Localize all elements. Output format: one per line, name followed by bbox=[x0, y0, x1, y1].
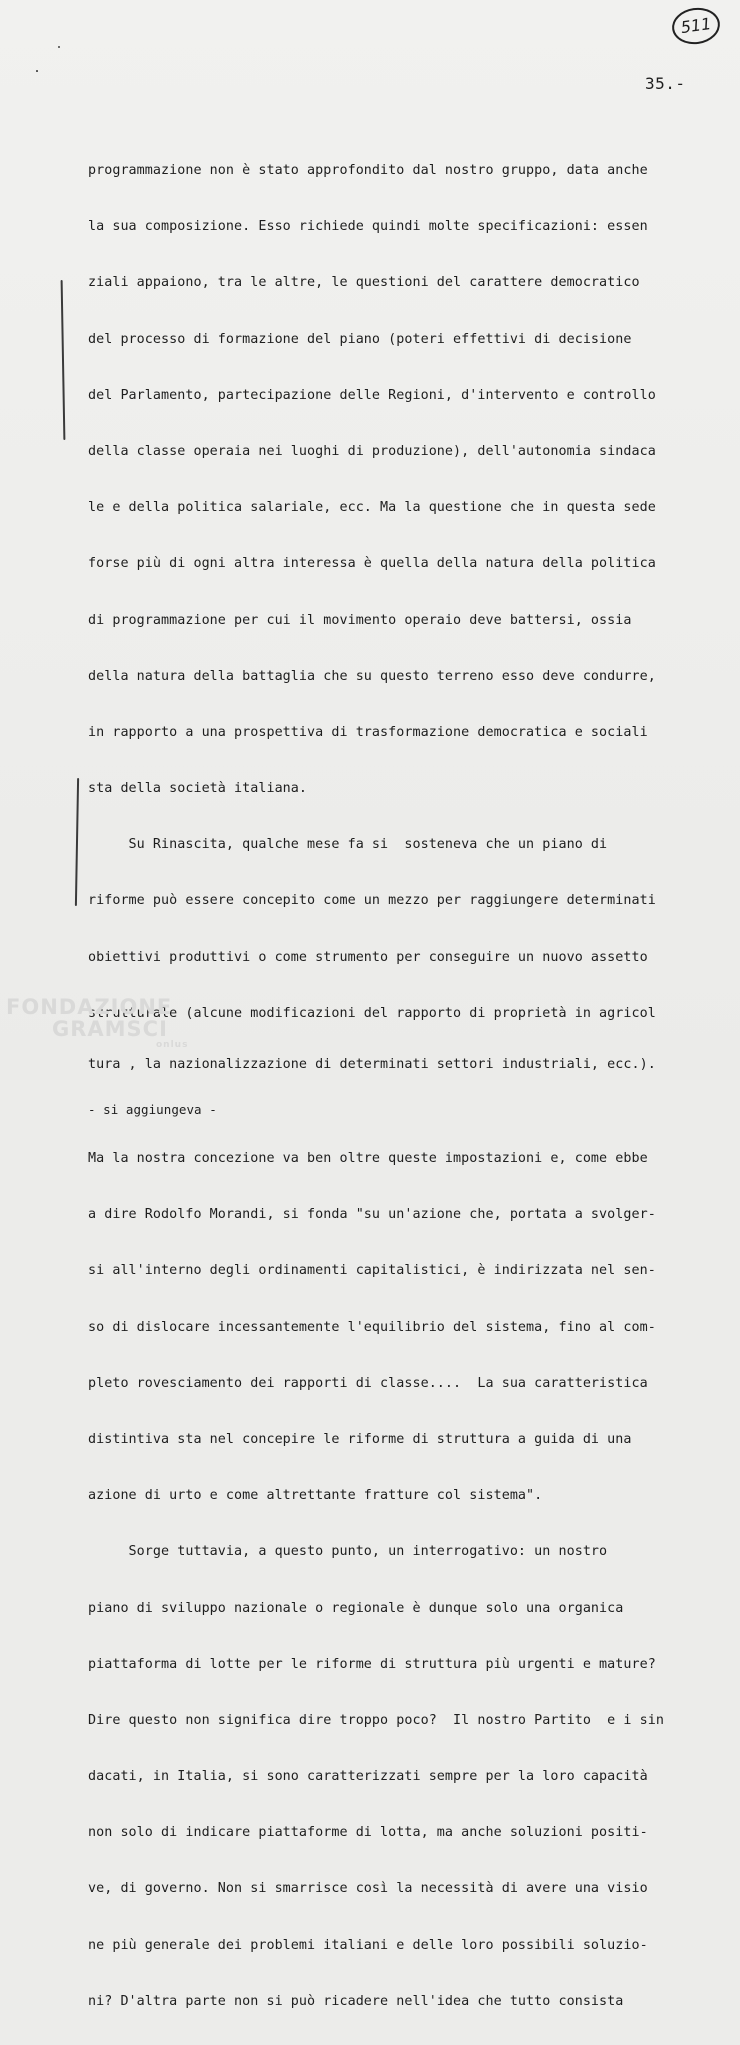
text-line: si all'interno degli ordinamenti capitalistici, è indirizzata nel sen- bbox=[88, 1263, 656, 1279]
text-line: dacati, in Italia, si sono caratterizzati sempre per la loro capacità bbox=[88, 1769, 648, 1785]
text-line: riforme può essere concepito come un mezzo per raggiungere determinati bbox=[88, 893, 656, 909]
page-number: 35.- bbox=[645, 74, 686, 93]
text-line: obiettivi produttivi o come strumento per conseguire un nuovo assetto bbox=[88, 949, 648, 965]
text-line: Sorge tuttavia, a questo punto, un interrogativo: un nostro bbox=[88, 1544, 608, 1560]
text-line: sta della società italiana. bbox=[88, 781, 308, 797]
text-line: piattaforma di lotte per le riforme di struttura più urgenti e mature? bbox=[88, 1656, 656, 1672]
text-line: azione di urto e come altrettante fratture col sistema". bbox=[88, 1488, 543, 1504]
watermark-line-2: GRAMSCI bbox=[52, 1017, 168, 1041]
text-line: Dire questo non significa dire troppo poco? Il nostro Partito e i sin bbox=[88, 1712, 664, 1728]
text-line: tura , la nazionalizzazione di determinati settori industriali, ecc.). bbox=[88, 1057, 656, 1072]
ink-speck bbox=[58, 46, 60, 48]
typewritten-body bbox=[88, 128, 728, 2045]
text-line: Su Rinascita, qualche mese fa si sosteneva che un piano di bbox=[88, 837, 608, 853]
text-line: in rapporto a una prospettiva di trasformazione democratica e sociali bbox=[88, 724, 648, 740]
margin-pencil-mark bbox=[61, 280, 65, 440]
text-line: ziali appaiono, tra le altre, le questioni del carattere democratico bbox=[88, 275, 640, 291]
inserted-text-line: - si aggiungeva - bbox=[88, 1102, 217, 1117]
text-line: programmazione non è stato approfondito dal nostro gruppo, data anche bbox=[88, 163, 648, 178]
margin-pencil-mark bbox=[75, 778, 79, 906]
text-line: ni? D'altra parte non si può ricadere nell'idea che tutto consista bbox=[88, 1993, 624, 2009]
text-line: del processo di formazione del piano (poteri effettivi di decisione bbox=[88, 331, 632, 347]
text-line: piano di sviluppo nazionale o regionale è dunque solo una organica bbox=[88, 1600, 624, 1616]
watermark-line-1: FONDAZIONE bbox=[6, 995, 173, 1019]
ink-speck bbox=[36, 70, 38, 72]
text-line: della natura della battaglia che su questo terreno esso deve condurre, bbox=[88, 668, 656, 684]
text-line: la sua composizione. Esso richiede quindi molte specificazioni: essen bbox=[88, 219, 648, 235]
text-line: a dire Rodolfo Morandi, si fonda "su un'azione che, portata a svolger- bbox=[88, 1207, 656, 1223]
text-line: di programmazione per cui il movimento operaio deve battersi, ossia bbox=[88, 612, 632, 628]
text-line: strutturale (alcune modificazioni del rapporto di proprietà in agricol bbox=[88, 1005, 656, 1021]
text-line: della classe operaia nei luoghi di produzione), dell'autonomia sindaca bbox=[88, 443, 656, 459]
watermark-line-3: onlus bbox=[156, 1040, 189, 1050]
text-line: distintiva sta nel concepire le riforme di struttura a guida di una bbox=[88, 1431, 632, 1447]
archive-stamp: 511 bbox=[670, 5, 723, 47]
text-line: ne più generale dei problemi italiani e delle loro possibili soluzio- bbox=[88, 1937, 648, 1953]
text-line: so di dislocare incessantemente l'equilibrio del sistema, fino al com- bbox=[88, 1319, 656, 1335]
text-line: forse più di ogni altra interessa è quella della natura della politica bbox=[88, 556, 656, 572]
text-line: non solo di indicare piattaforme di lotta, ma anche soluzioni positi- bbox=[88, 1825, 648, 1841]
text-line: del Parlamento, partecipazione delle Regioni, d'intervento e controllo bbox=[88, 387, 656, 403]
text-line: pleto rovesciamento dei rapporti di classe.... La sua caratteristica bbox=[88, 1375, 648, 1391]
archive-watermark bbox=[6, 996, 188, 1050]
text-line: ve, di governo. Non si smarrisce così la necessità di avere una visio bbox=[88, 1881, 648, 1897]
text-line: Ma la nostra concezione va ben oltre queste impostazioni e, come ebbe bbox=[88, 1151, 648, 1166]
text-line: le e della politica salariale, ecc. Ma la questione che in questa sede bbox=[88, 500, 656, 516]
